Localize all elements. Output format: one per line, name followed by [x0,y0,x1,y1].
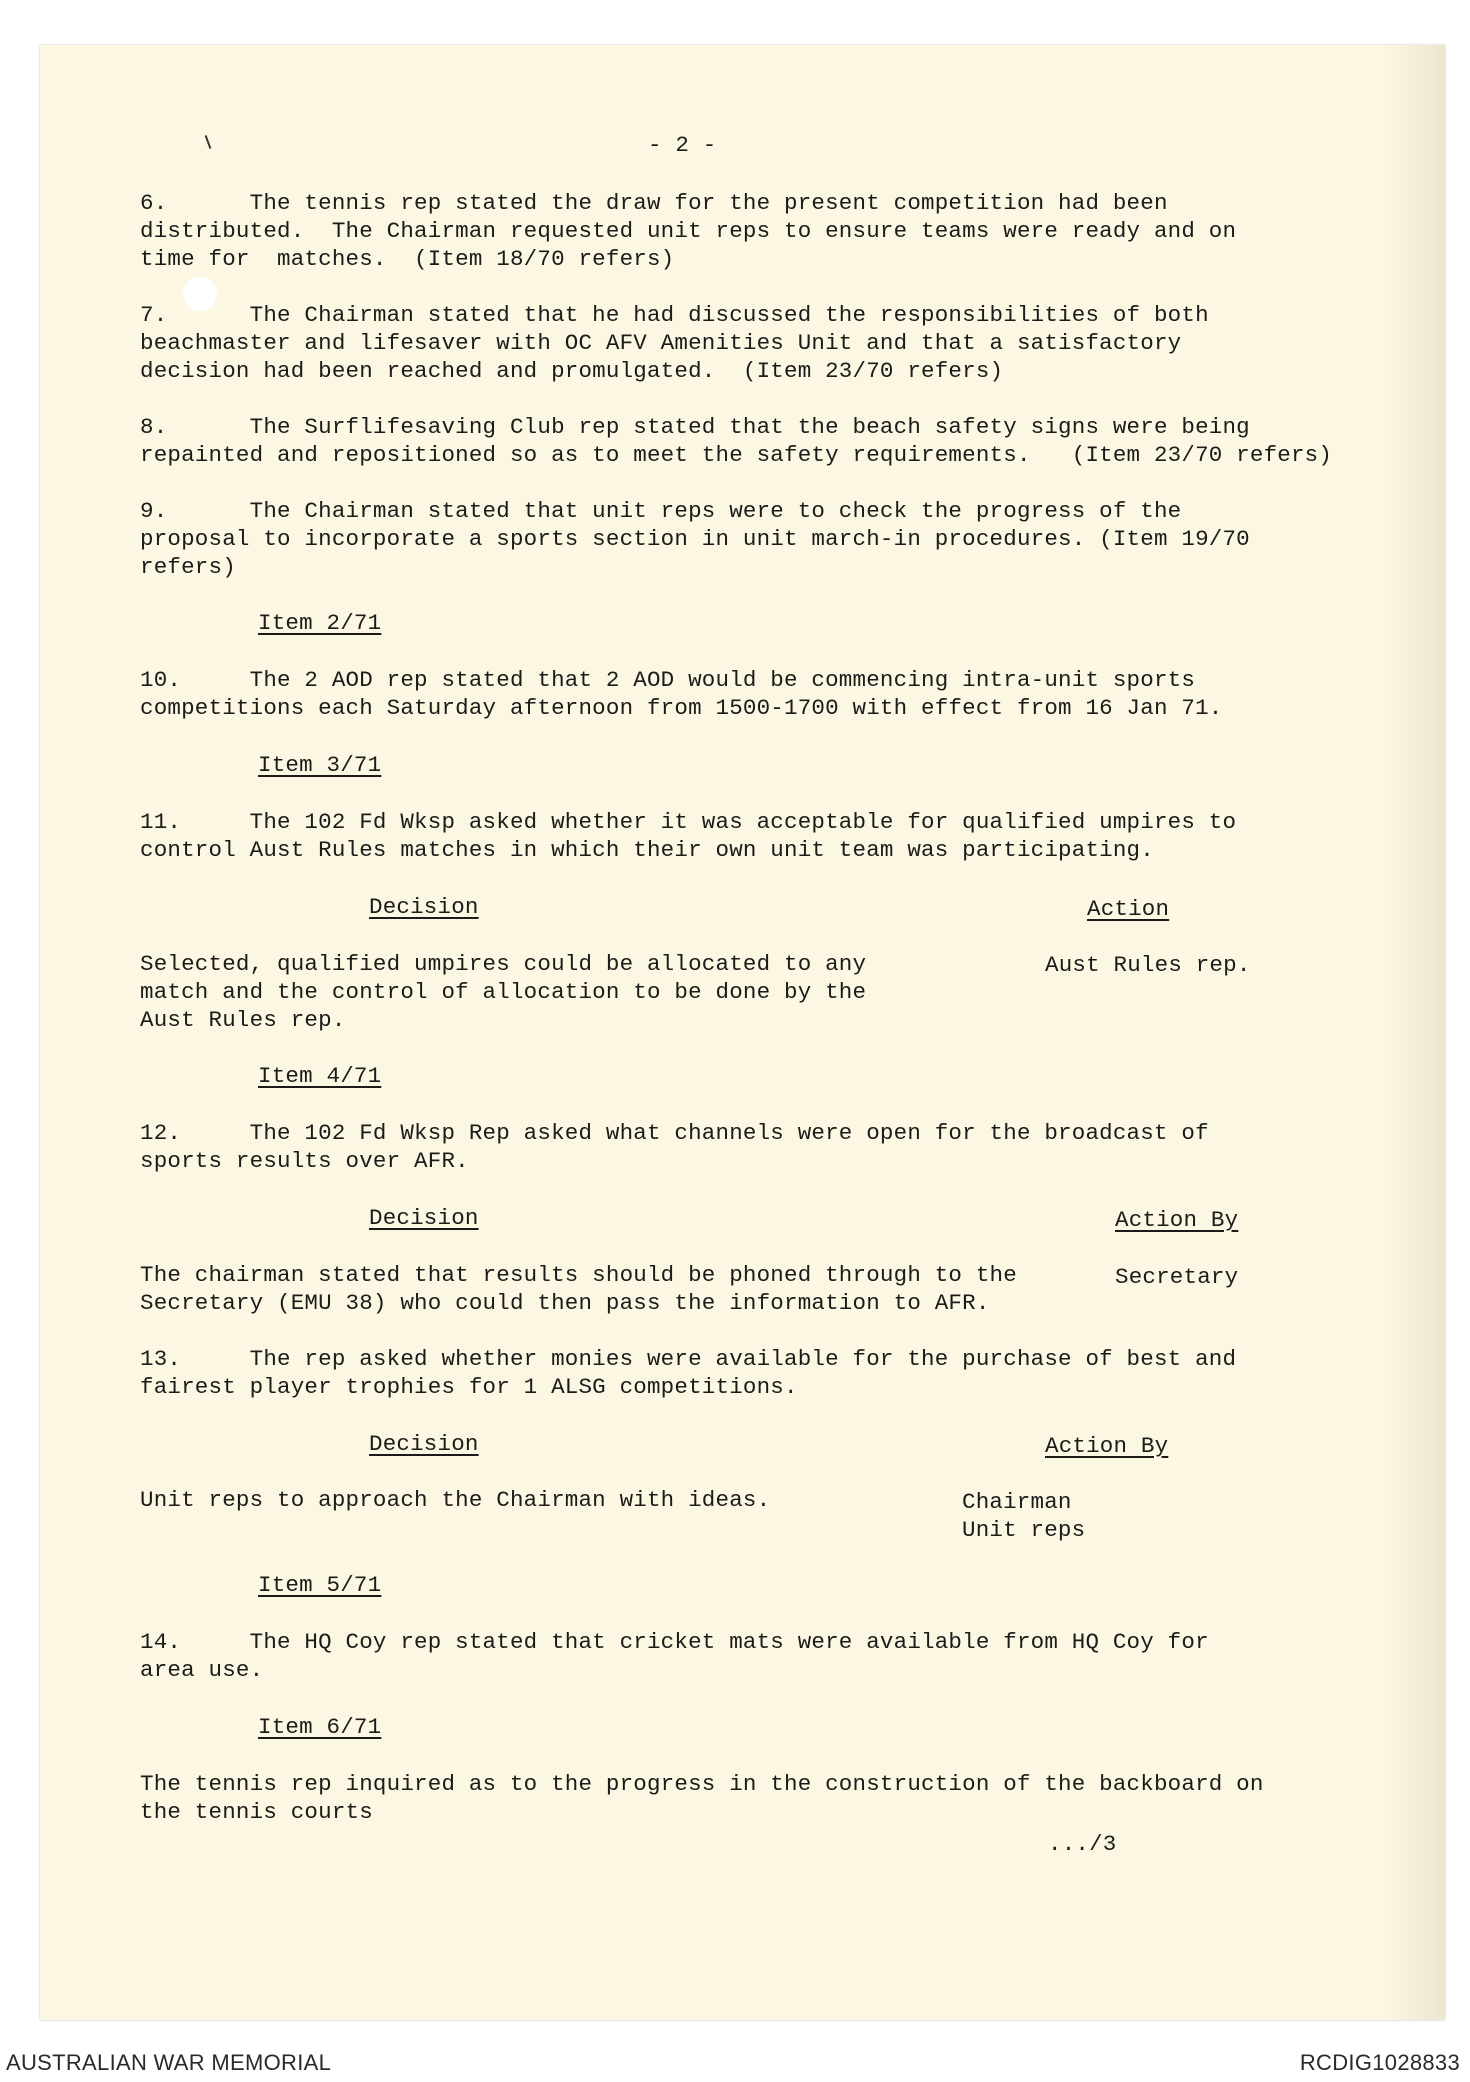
paragraph-9-line-3: refers) [140,554,236,580]
paragraph-7-line-2: beachmaster and lifesaver with OC AFV Amenities Unit and that a satisfactory [140,330,1182,356]
footer-record-id: RCDIG1028833 [1299,2050,1460,2075]
action-13-line-1: Chairman [962,1489,1072,1515]
decision-12-line-1: The chairman stated that results should be phoned through to the [140,1262,1017,1288]
footer-archive-name: AUSTRALIAN WAR MEMORIAL [6,2050,332,2075]
decision-label-12: Decision [369,1205,479,1231]
action-13-line-2: Unit reps [962,1517,1086,1543]
paragraph-6-line-3: time for matches. (Item 18/70 refers) [140,246,675,272]
decision-label-11: Decision [369,894,479,920]
item-2-heading: Item 2/71 [258,610,382,636]
paragraph-8-line-2: repainted and repositioned so as to meet the safety requirements. (Item 23/70 refers) [140,442,1333,468]
paragraph-13-line-1: 13. The rep asked whether monies were available for the purchase of best and [140,1346,1237,1372]
paper-edge [1385,45,1445,2020]
action-11: Aust Rules rep. [1045,952,1251,978]
continuation-marker: .../3 [1048,1831,1117,1857]
paragraph-15-line-1: The tennis rep inquired as to the progress in the construction of the backboard on [140,1771,1264,1797]
item-5-heading: Item 5/71 [258,1572,382,1598]
action-label-11: Action [1087,896,1170,922]
paragraph-6-line-1: 6. The tennis rep stated the draw for the present competition had been [140,190,1168,216]
decision-label-13: Decision [369,1431,479,1457]
paragraph-7-line-3: decision had been reached and promulgated. (Item 23/70 refers) [140,358,1004,384]
paragraph-12-line-2: sports results over AFR. [140,1148,469,1174]
paragraph-14-line-2: area use. [140,1657,264,1683]
item-4-heading: Item 4/71 [258,1063,382,1089]
action-12: Secretary [1115,1264,1239,1290]
paragraph-14-line-1: 14. The HQ Coy rep stated that cricket mats were available from HQ Coy for [140,1629,1209,1655]
decision-12-line-2: Secretary (EMU 38) who could then pass the information to AFR. [140,1290,990,1316]
action-label-13: Action By [1045,1433,1169,1459]
decision-11-line-3: Aust Rules rep. [140,1007,346,1033]
page-number: - 2 - [648,132,717,158]
paragraph-10-line-2: competitions each Saturday afternoon from 1500-1700 with effect from 16 Jan 71. [140,695,1223,721]
decision-13: Unit reps to approach the Chairman with ideas. [140,1487,771,1513]
action-label-12: Action By [1115,1207,1239,1233]
pen-mark [205,135,212,149]
paragraph-15-line-2: the tennis courts [140,1799,373,1825]
paragraph-12-line-1: 12. The 102 Fd Wksp Rep asked what channels were open for the broadcast of [140,1120,1209,1146]
paragraph-9-line-2: proposal to incorporate a sports section in unit march-in procedures. (Item 19/70 [140,526,1250,552]
paragraph-8-line-1: 8. The Surflifesaving Club rep stated that the beach safety signs were being [140,414,1250,440]
paragraph-10-line-1: 10. The 2 AOD rep stated that 2 AOD would be commencing intra-unit sports [140,667,1196,693]
paragraph-9-line-1: 9. The Chairman stated that unit reps were to check the progress of the [140,498,1182,524]
paragraph-7-line-1: 7. The Chairman stated that he had discussed the responsibilities of both [140,302,1209,328]
decision-11-line-1: Selected, qualified umpires could be allocated to any [140,951,867,977]
paragraph-6-line-2: distributed. The Chairman requested unit reps to ensure teams were ready and on [140,218,1237,244]
paragraph-11-line-2: control Aust Rules matches in which their own unit team was participating. [140,837,1154,863]
paragraph-13-line-2: fairest player trophies for 1 ALSG competitions. [140,1374,798,1400]
paragraph-11-line-1: 11. The 102 Fd Wksp asked whether it was acceptable for qualified umpires to [140,809,1237,835]
item-3-heading: Item 3/71 [258,752,382,778]
item-6-heading: Item 6/71 [258,1714,382,1740]
decision-11-line-2: match and the control of allocation to be done by the [140,979,867,1005]
